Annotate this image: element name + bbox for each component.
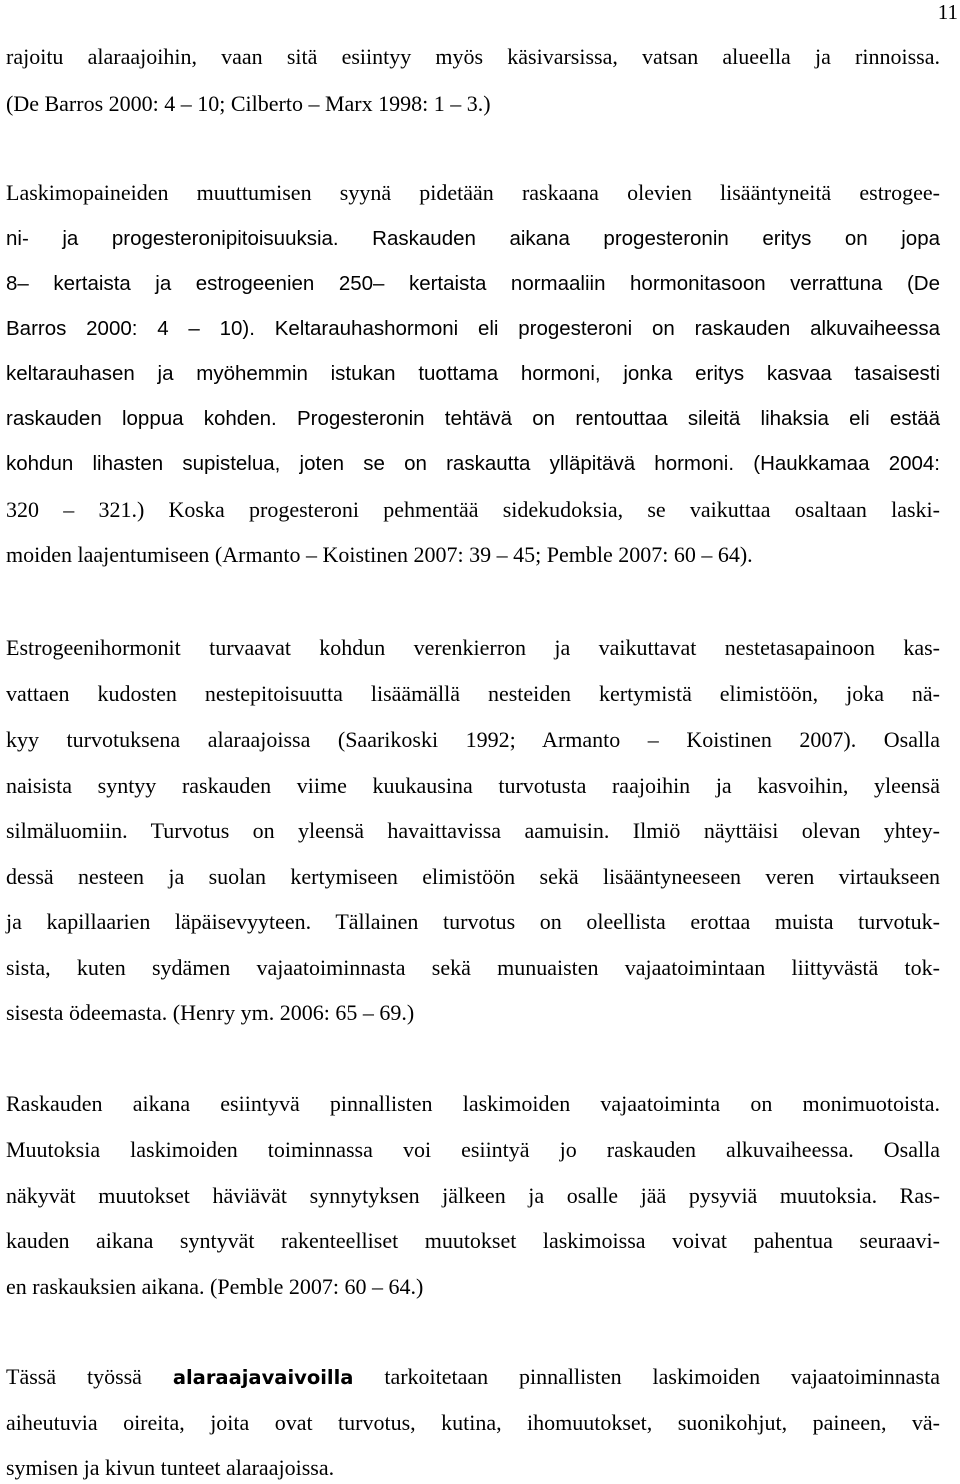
text-line: dessä nesteen ja suolan kertymiseen elimistöön sekä lisääntyneeseen veren virtaukseen [6, 864, 940, 889]
text-line: aiheutuvia oireita, joita ovat turvotus, kutina, ihomuutokset, suonikohjut, paineen, vä- [6, 1410, 940, 1435]
text-line: rajoitu alaraajoihin, vaan sitä esiintyy myös käsivarsissa, vatsan alueella ja rinnoissa. [6, 44, 940, 69]
text-line: vattaen kudosten nestepitoisuutta lisäämällä nesteiden kertymistä elimistöön, joka nä- [6, 681, 940, 706]
text-line: moiden laajentumiseen (Armanto – Koistinen 2007: 39 – 45; Pemble 2007: 60 – 64). [6, 542, 753, 567]
emphasized-term: alaraajavaivoilla [172, 1366, 354, 1389]
text-line: kauden aikana syntyvät rakenteelliset muutokset laskimoissa voivat pahentua seuraavi- [6, 1228, 940, 1253]
text-line: ja kapillaarien läpäisevyyteen. Tällainen turvotus on oleellista erottaa muista turvotuk- [6, 909, 940, 934]
text-line: 8– kertaista ja estrogeenien 250– kertaista normaaliin hormonitasoon verrattuna (De [6, 272, 940, 295]
text-line: naisista syntyy raskauden viime kuukausina turvotusta raajoihin ja kasvoihin, yleensä [6, 773, 940, 798]
text-line: Muutoksia laskimoiden toiminnassa voi esiintyä jo raskauden alkuvaiheessa. Osalla [6, 1137, 940, 1162]
text-line: kohdun lihasten supistelua, joten se on raskautta ylläpitävä hormoni. (Haukkamaa 2004: [6, 452, 940, 475]
text-line: näkyvät muutokset häviävät synnytyksen jälkeen ja osalle jää pysyviä muutoksia. Ras- [6, 1183, 940, 1208]
text-line: keltarauhasen ja myöhemmin istukan tuottama hormoni, jonka eritys kasvaa tasaisesti [6, 362, 940, 385]
text-line: ni- ja progesteronipitoisuuksia. Raskauden aikana progesteronin eritys on jopa [6, 227, 940, 250]
text-line: (De Barros 2000: 4 – 10; Cilberto – Marx 1998: 1 – 3.) [6, 91, 491, 116]
text-line: Raskauden aikana esiintyvä pinnallisten laskimoiden vajaatoiminta on monimuotoista. [6, 1091, 940, 1116]
text-line: Estrogeenihormonit turvaavat kohdun verenkierron ja vaikuttavat nestetasapainoon kas- [6, 635, 940, 660]
text-line: sisesta ödeemasta. (Henry ym. 2006: 65 – 69.) [6, 1000, 415, 1025]
text-line: sista, kuten sydämen vajaatoiminnasta sekä munuaisten vajaatoimintaan liittyvästä tok- [6, 955, 940, 980]
text-line: kyy turvotuksena alaraajoissa (Saarikoski 1992; Armanto – Koistinen 2007). Osalla [6, 727, 940, 752]
text-line: silmäluomiin. Turvotus on yleensä havaittavissa aamuisin. Ilmiö näyttäisi olevan yhtey- [6, 818, 940, 843]
text-line [6, 1362, 940, 1393]
text-line: symisen ja kivun tunteet alaraajoissa. [6, 1455, 335, 1480]
text-line: Laskimopaineiden muuttumisen syynä pidetään raskaana olevien lisääntyneitä estrogee- [6, 180, 940, 205]
page-number: 11 [937, 0, 958, 24]
text-line: en raskauksien aikana. (Pemble 2007: 60 – 64.) [6, 1274, 424, 1299]
text-line: Barros 2000: 4 – 10). Keltarauhashormoni eli progesteroni on raskauden alkuvaiheessa [6, 317, 940, 340]
text-run: Tässä työssä [6, 1364, 173, 1389]
text-line: raskauden loppua kohden. Progesteronin tehtävä on rentouttaa sileitä lihaksia eli estää [6, 407, 940, 430]
text-line: 320 – 321.) Koska progesteroni pehmentää sidekudoksia, se vaikuttaa osaltaan laski- [6, 497, 940, 522]
text-run: tarkoitetaan pinnallisten laskimoiden vajaatoiminnasta [353, 1364, 940, 1389]
